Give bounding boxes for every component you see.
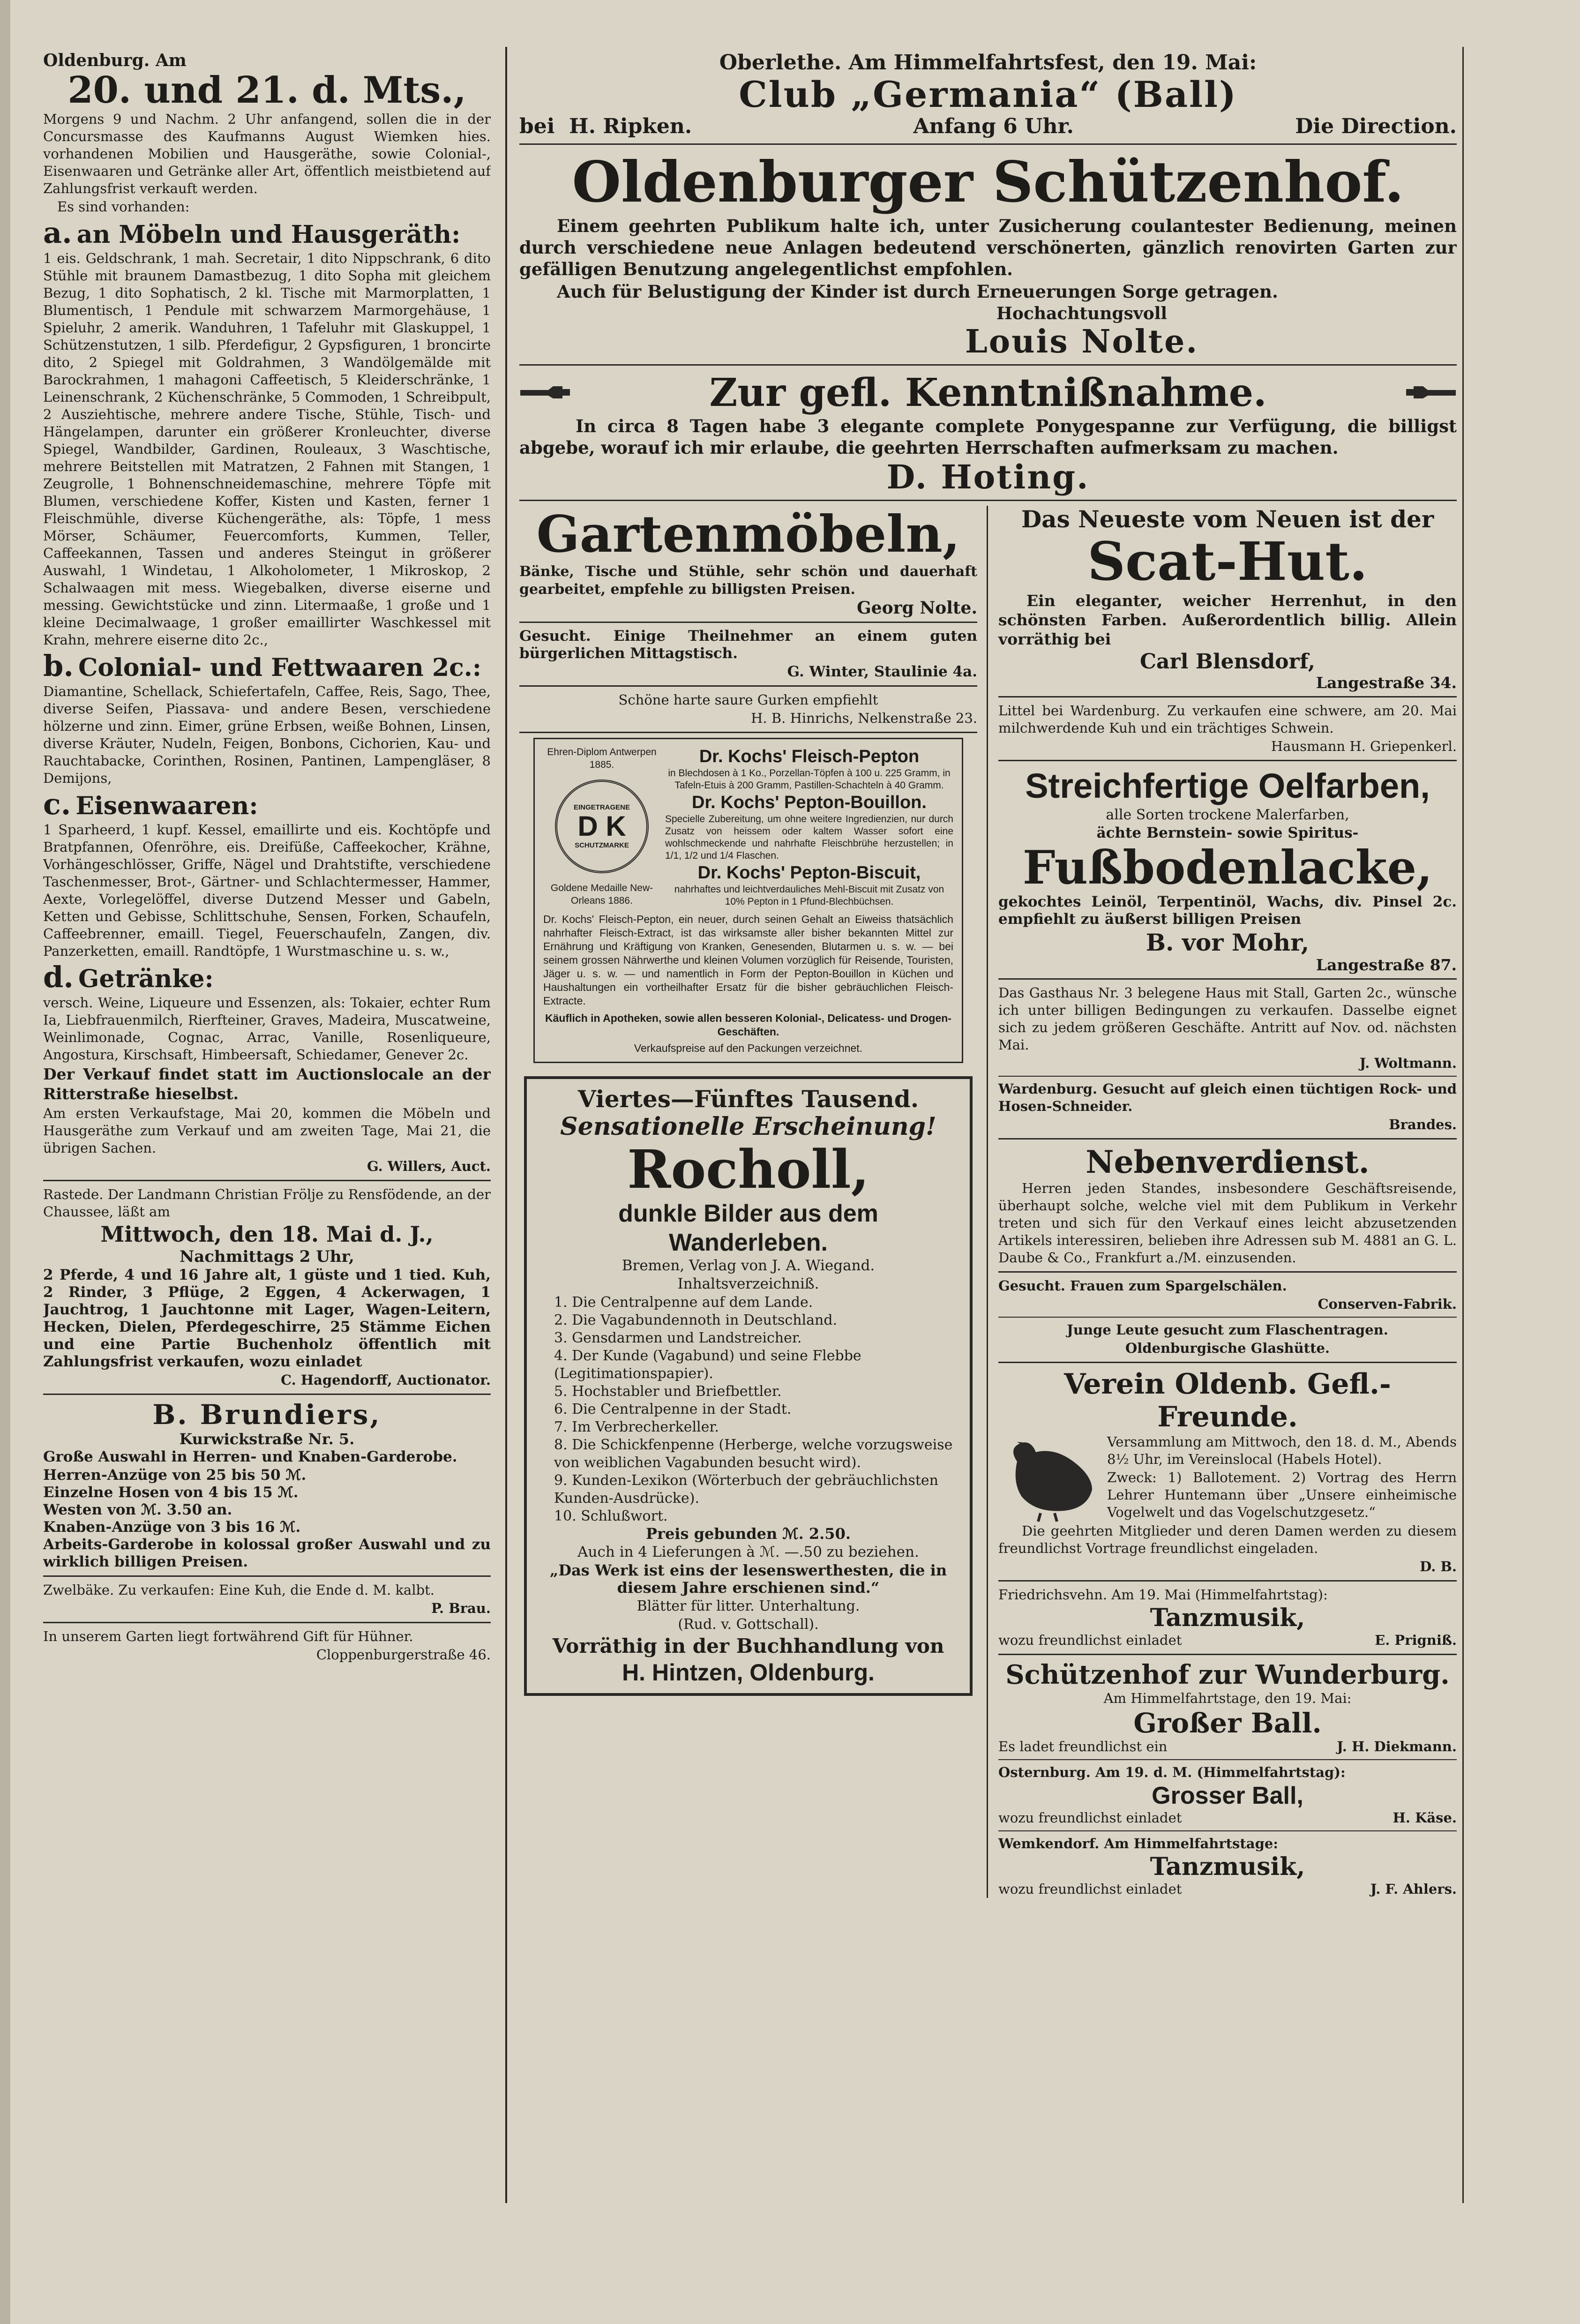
auction2-body: 2 Pferde, 4 und 16 Jahre alt, 1 güste und 1 tied. Kuh, 2 Rinder, 3 Pflüge, 2 Eggen, 4 Ackerwagen, 1 Jauchtrog, 1 Jauchtonne mit Lager, Wagen-Leitern, Hecken, Dielen, Pferdegeschirre, 25 Stämme Eichen und eine Partie Buchenholz öffentlich mit Zahlungsfrist verkaufen, wozu einladet <box>43 1267 491 1370</box>
auction-place: Oldenburg. Am <box>43 51 187 70</box>
verein-title: Verein Oldenb. Gefl.-Freunde. <box>1064 1368 1391 1433</box>
scat-address: Langestraße 34. <box>1316 674 1457 692</box>
littel-signature: Hausmann H. Griepenkerl. <box>1271 738 1457 754</box>
divider <box>998 696 1457 697</box>
ad-verein <box>998 1368 1457 1575</box>
schuetzenhof-greeting: Hochachtungsvoll <box>996 304 1168 323</box>
auction2-time: Nachmittags 2 Uhr, <box>180 1247 354 1266</box>
ad-gartenmoebel <box>519 506 977 617</box>
small-ad-signature: P. Brau. <box>431 1600 491 1616</box>
auction-intro: Morgens 9 und Nachm. 2 Uhr anfangend, sollen die in der Concursmasse des Kaufmanns August Wiemken hies. vorhandenen Mobilien und Hausgeräthe, sowie Colonial-, Eisenwaaren und Getränke aller Art, öffentlich meistbietend auf Zahlungsfrist verkauft werden. <box>43 111 491 196</box>
divider <box>998 1580 1457 1582</box>
list-item: 8. Die Schickfenpenne (Herberge, welche vorzugsweise von weiblichen Vagabunden besucht wird). <box>554 1437 953 1471</box>
haus-text: Das Gasthaus Nr. 3 belegene Haus mit Stall, Garten 2c., wünsche ich unter billigen Bedingungen zu verkaufen. Dasselbe eignet sich zu jedem größeren Geschäfte. Antritt auf Nov. od. nächsten Mai. <box>998 985 1457 1053</box>
rocholl-contents-list <box>535 1294 961 1525</box>
wunder-title: Schützenhof zur Wunderburg. <box>1005 1659 1450 1690</box>
rocholl-source: Blätter für litter. Unterhaltung. <box>636 1598 860 1614</box>
gesucht-signature: G. Winter, Staulinie 4a. <box>787 663 977 680</box>
brundiers-item: Knaben-Anzüge von 3 bis 16 ℳ. <box>43 1519 301 1536</box>
rocholl-quote: „Das Werk ist eins der lesenswerthesten, die in diesem Jahre erschienen sind.“ <box>549 1561 947 1597</box>
ad-tanz-friedrichsfehn <box>998 1586 1457 1649</box>
gurken-signature: H. B. Hinrichs, Nelkenstraße 23. <box>751 710 977 726</box>
schuetzenhof-signature: Louis Nolte. <box>965 323 1199 360</box>
kochs-trademark-seal <box>555 780 649 873</box>
club-anfang: Anfang 6 Uhr. <box>913 114 1074 138</box>
auction-tage: Am ersten Verkaufstage, Mai 20, kommen die Möbeln und Hausgeräthe zum Verkauf und am zweiten Tage, Mai 21, die übrigen Sachen. <box>43 1105 491 1156</box>
wunder-signature: J. H. Diekmann. <box>1337 1739 1457 1754</box>
list-item: 2. Die Vagabundennoth in Deutschland. <box>554 1312 838 1328</box>
wemk-title: Tanzmusik, <box>1150 1852 1305 1881</box>
ad-kenntnisnahme <box>519 370 1457 495</box>
auction2-date: Mittwoch, den 18. Mai d. J., <box>100 1222 434 1247</box>
ad-schneider <box>998 1080 1457 1133</box>
rocholl-subtitle2: Wanderleben. <box>668 1229 828 1256</box>
section-b-body: Diamantine, Schellack, Schiefertafeln, Caffee, Reis, Sago, Thee, diverse Seifen, Piassava- und andere Besen, verschiedene hölzerne und zinn. Eimer, grüne Erbsen, weiße Bohnen, Linsen, diverse Kräuter, Nudeln, Feigen, Bonbons, Cichorien, Kau- und Rauchtabacke, Corinthen, Rosinen, Pantinen, Lampengläser, 8 Demijons, <box>43 683 491 786</box>
column-rule-right <box>1462 47 1464 2203</box>
kochs-medal: Goldene Medaille New-Orleans 1886. <box>550 883 653 906</box>
divider <box>998 978 1457 980</box>
divider <box>998 1271 1457 1273</box>
rocholl-publisher: Bremen, Verlag von J. A. Wiegand. <box>622 1257 875 1274</box>
brundiers-last: Arbeits-Garderobe in kolossal großer Auswahl und zu wirklich billigen Preisen. <box>43 1536 491 1570</box>
neben-title: Nebenverdienst. <box>1086 1144 1370 1180</box>
kenntnis-body: In circa 8 Tagen habe 3 elegante complete Ponygespanne zur Verfügung, die billigst abgebe, worauf ich mir erlaube, die geehrten Herrschaften aufmerksam zu machen. <box>519 416 1457 458</box>
osten-signature: H. Käse. <box>1393 1810 1457 1826</box>
divider <box>998 1317 1457 1318</box>
ad-nebenverdienst <box>998 1144 1457 1267</box>
wunder-title2: Großer Ball. <box>1133 1707 1322 1739</box>
seal-top-text: EINGETRAGENE <box>573 803 630 811</box>
oel-signature: B. vor Mohr, <box>1146 929 1310 956</box>
kochs-product-title: Dr. Kochs' Fleisch-Pepton <box>699 747 920 766</box>
kochs-product-text: Specielle Zubereitung, um ohne weitere Ingredienzien, nur durch Zusatz von heissem oder kaltem Wasser sofort eine wohlschmeckende und nahrhafte Fleischbrühe herzustellen; in 1/1, 1/2 und 1/4 Flaschen. <box>665 814 953 861</box>
pointing-hand-right-icon <box>519 383 571 402</box>
ad-glashuette <box>998 1321 1457 1357</box>
schneider-signature: Brandes. <box>1389 1117 1457 1132</box>
auction-froelje <box>43 1186 491 1389</box>
section-a-heading: a. an Möbeln und Hausgeräth: <box>43 216 461 250</box>
scat-body: Ein eleganter, weicher Herrenhut, in den schönsten Farben. Außerordentlich billig. Allein vorräthig bei <box>998 592 1457 648</box>
section-d-body: versch. Weine, Liqueure und Essenzen, als: Tokaier, echter Rum Ia, Liebfrauenmilch, Rierfteiner, Graves, Madeira, Muscatweine, Weinlimonade, Cognac, Arrac, Vanille, Rosenliqueure, Angostura, Kirschsaft, Himbeersaft, Schiedamer, Genever 2c. <box>43 995 491 1063</box>
ad-rocholl <box>524 1076 973 1696</box>
rocholl-shop: H. Hintzen, Oldenburg. <box>622 1659 875 1686</box>
auction-wiemken <box>43 51 491 1175</box>
divider <box>519 364 1457 366</box>
divider <box>519 500 1457 501</box>
gesucht-text: Gesucht. Einige Theilnehmer an einem guten bürgerlichen Mittagstisch. <box>519 628 977 662</box>
rocholl-edition: Viertes—Fünftes Tausend. <box>577 1085 919 1113</box>
auction2-signature: C. Hagendorff, Auctionator. <box>281 1372 491 1388</box>
garten-title: Gartenmöbeln, <box>536 505 960 564</box>
ad-brundiers <box>43 1400 491 1571</box>
wunder-line1: Am Himmelfahrtstage, den 19. Mai: <box>1103 1690 1352 1706</box>
left-column <box>43 51 491 1664</box>
wunder-line2: Es ladet freundlichst ein <box>998 1739 1168 1754</box>
section-c-body: 1 Sparheerd, 1 kupf. Kessel, emaillirte und eis. Kochtöpfe und Bratpfannen, Ofenröhre, eis. Dreifüße, Caffeekocher, Krähne, Vorhängeschlösser, Griffe, Nägel und Drahtstifte, verschiedene Taschenmesser, Brot-, Gärtner- und Schlachtermesser, Hammer, Aexte, Vorlegelöffel, diverse Dutzend Messer und Gabeln, Ketten und Gebisse, Schlittschuhe, Sensen, Forken, Schaufeln, Caffeebrenner, emaill. Tiegel, Feuerschaufeln, Zangen, div. Panzerketten, emaill. Randtöpfe, 1 Wurstmaschine u. s. w., <box>43 822 491 959</box>
brundiers-line1: Große Auswahl in Herren- und Knaben-Garderobe. <box>43 1448 457 1465</box>
seal-bottom-text: SCHUTZMARKE <box>575 841 629 849</box>
oel-line1: alle Sorten trockene Malerfarben, <box>1106 807 1349 823</box>
auction-sind: Es sind vorhanden: <box>57 199 190 215</box>
tanz1-line1: Friedrichsvehn. Am 19. Mai (Himmelfahrtstag): <box>998 1587 1328 1603</box>
kochs-availability: Käuflich in Apotheken, sowie allen besseren Kolonial-, Delicatess- und Drogen-Geschäften. <box>545 1012 951 1038</box>
kenntnis-title: Zur gefl. Kenntnißnahme. <box>709 370 1267 415</box>
rocholl-vorraethig: Vorräthig in der Buchhandlung von <box>552 1634 944 1657</box>
rocholl-sensation: Sensationelle Erscheinung! <box>560 1112 936 1141</box>
club-bei: bei <box>519 114 555 138</box>
oel-body: gekochtes Leinöl, Terpentinöl, Wachs, div. Pinsel 2c. empfiehlt zu äußerst billigen Preisen <box>998 893 1457 928</box>
rocholl-author: (Rud. v. Gottschall). <box>678 1616 819 1633</box>
kochs-awards <box>543 746 660 908</box>
wemk-signature: J. F. Ahlers. <box>1370 1881 1457 1897</box>
ad-spargel <box>998 1277 1457 1313</box>
two-column-ads <box>519 506 1457 1898</box>
list-item: 9. Kunden-Lexikon (Wörterbuch der gebräuchlichsten Kunden-Ausdrücke). <box>554 1472 939 1507</box>
list-item: 1. Die Centralpenne auf dem Lande. <box>554 1294 813 1311</box>
pointing-hand-left-icon <box>1405 383 1457 402</box>
ad-club-germania <box>519 51 1457 139</box>
divider <box>519 622 977 623</box>
rocholl-name: Rocholl, <box>627 1139 869 1200</box>
auction-signature: G. Willers, Auct. <box>367 1158 491 1174</box>
auction2-intro: Rastede. Der Landmann Christian Frölje zu Rensfödende, an der Chaussee, läßt am <box>43 1186 491 1220</box>
tanz1-line2: wozu freundlichst einladet <box>998 1632 1182 1648</box>
tanz1-title: Tanzmusik, <box>1150 1604 1305 1632</box>
ad-oelfarben <box>998 766 1457 974</box>
section-b-heading: b. Colonial- und Fettwaaren 2c.: <box>43 649 482 683</box>
oel-line2: ächte Bernstein- sowie Spiritus- <box>1096 825 1359 841</box>
verein-signature: D. B. <box>1420 1559 1457 1574</box>
divider <box>519 732 977 733</box>
kochs-product-text: nahrhaftes und leichtverdauliches Mehl-Biscuit mit Zusatz von 10% Pepton in 1 Pfund-Blechbüchsen. <box>674 884 944 907</box>
verein-body: Versammlung am Mittwoch, den 18. d. M., Abends 8½ Uhr, im Vereinslocal (Habels Hotel). <box>1107 1434 1457 1467</box>
divider <box>998 1138 1457 1140</box>
osten-line2: wozu freundlichst einladet <box>998 1810 1182 1826</box>
rocholl-lieferungen: Auch in 4 Lieferungen à ℳ. —.50 zu beziehen. <box>577 1544 919 1560</box>
ad-wemkendorf <box>998 1835 1457 1898</box>
ad-gift <box>43 1628 491 1664</box>
divider <box>519 143 1457 145</box>
section-c-heading: c. Eisenwaaren: <box>43 787 258 821</box>
ad-osternburg <box>998 1764 1457 1827</box>
glas-line1: Junge Leute gesucht zum Flaschentragen. <box>1067 1322 1388 1338</box>
kochs-prices: Verkaufspreise auf den Packungen verzeichnet. <box>634 1042 863 1054</box>
kochs-products <box>660 746 953 908</box>
ad-gurken <box>519 691 977 727</box>
divider <box>998 1759 1457 1760</box>
wemk-line2: wozu freundlichst einladet <box>998 1881 1182 1897</box>
page-edge-left <box>0 0 10 2324</box>
oel-title2: Fußbodenlacke, <box>1022 841 1433 895</box>
kochs-product-text: in Blechdosen à 1 Ko., Porzellan-Töpfen à 100 u. 225 Gramm, in Tafeln-Etuis à 200 Gramm, Pastillen-Schachteln à 40 Gramm. <box>668 768 951 791</box>
seal-monogram: D K <box>577 810 626 842</box>
divider <box>998 760 1457 761</box>
osten-title: Grosser Ball, <box>1152 1782 1303 1809</box>
scat-line1: Das Neueste vom Neuen ist der <box>1021 505 1434 533</box>
divider <box>998 1654 1457 1655</box>
divider <box>998 1830 1457 1831</box>
club-line1: Oberlethe. Am Himmelfahrtsfest, den 19. Mai: <box>719 51 1257 75</box>
garten-body: Bänke, Tische und Stühle, sehr schön und dauerhaft gearbeitet, empfehle zu billigsten Preisen. <box>519 563 977 598</box>
brundiers-address: Kurwickstraße Nr. 5. <box>179 1430 355 1448</box>
ad-wunderburg <box>998 1660 1457 1755</box>
verein-body2: Die geehrten Mitglieder und deren Damen werden zu diesem freundlichst Vortrage freundlichst eingeladen. <box>998 1523 1457 1556</box>
ad-scat-hut <box>998 506 1457 691</box>
brundiers-item: Einzelne Hosen von 4 bis 15 ℳ. <box>43 1484 299 1501</box>
inner-left-column <box>519 506 988 1898</box>
brundiers-item: Herren-Anzüge von 25 bis 50 ℳ. <box>43 1467 307 1484</box>
neben-body: Herren jeden Standes, insbesondere Geschäftsreisende, überhaupt solche, welche viel mit dem Publikum in Verkehr treten und sich für den Verkauf eines leicht abzusetzenden Artikels interessiren, belieben ihre Adressen sub M. 4881 an G. L. Daube & Co., Frankfurt a./M. einzusenden. <box>998 1180 1457 1266</box>
small-ad-signature: Cloppenburgerstraße 46. <box>316 1647 491 1663</box>
inner-right-column <box>988 506 1457 1898</box>
haus-signature: J. Woltmann. <box>1359 1055 1457 1071</box>
glas-line2: Oldenburgische Glashütte. <box>1125 1340 1330 1356</box>
list-item: 6. Die Centralpenne in der Stadt. <box>554 1401 792 1417</box>
kochs-product-title: Dr. Kochs' Pepton-Bouillon. <box>692 793 927 812</box>
rocholl-subtitle1: dunkle Bilder aus dem <box>618 1200 878 1227</box>
club-host: H. Ripken. <box>569 114 692 138</box>
ad-mittagstisch <box>519 628 977 681</box>
list-item: 7. Im Verbrecherkeller. <box>554 1419 719 1435</box>
osten-line1: Osternburg. Am 19. d. M. (Himmelfahrtstag): <box>998 1764 1346 1780</box>
spargel-signature: Conserven-Fabrik. <box>1318 1296 1457 1312</box>
ad-schuetzenhof <box>519 150 1457 360</box>
ad-kochs-pepton <box>533 738 963 1063</box>
gurken-text: Schöne harte saure Gurken empfiehlt <box>618 692 878 708</box>
brundiers-item: Westen von ℳ. 3.50 an. <box>43 1501 232 1518</box>
kenntnis-signature: D. Hoting. <box>886 457 1090 496</box>
list-item: 5. Hochstabler und Briefbettler. <box>554 1383 782 1400</box>
section-a-body: 1 eis. Geldschrank, 1 mah. Secretair, 1 dito Nippschrank, 6 dito Stühle mit braunem Damastbezug, 1 dito Sopha mit gleichem Bezug, 1 dito Sophatisch, 2 kl. Tische mit Marmorplatten, 1 Blumentisch, 1 Pendule mit schwarzem Marmorgehäuse, 1 Spieluhr, 2 amerik. Wanduhren, 1 Tafeluhr mit Glaskuppel, 1 Schützenstutzen, 1 silb. Pferdefigur, 2 Gypsfiguren, 1 broncirte dito, 2 Spiegel mit Goldrahmen, 3 Wandölgemälde mit Barockrahmen, 1 mahagoni Caffeetisch, 5 Kleiderschränke, 1 Leinenschrank, 2 Küchenschränke, 5 Commoden, 1 Schreibpult, 2 Ausziehtische, mehrere andere Tische, Stühle, Tisch- und Hängelampen, darunter ein größerer Kronleuchter, diverse Spiegel, Wandbilder, Gardinen, Rouleaux, 3 Waschtische, mehrere Beitstellen mit Matratzen, 2 Fahnen mit Stangen, 1 Zeugrolle, 1 Bohnenschneidemaschine, mehrere Töpfe mit Blumen, verschiedene Koffer, Kisten und Kasten, ferner 1 Fleischmühle, diverse Küchengeräthe, als: Töpfe, 1 mess Mörser, Schäumer, Feuercomforts, Kummen, Teller, Caffeekannen, Tassen und anderes Steingut in größerer Auswahl, 1 Windetau, 1 Alkoholometer, 1 Mikroskop, 2 Schalwaagen mit mess. Wiegebalken, diverse eiserne und messing. Gewichtstücke und zinn. Litermaaße, 1 große und 1 kleine Decimalwaage, 1 großer emaillirter Waschkessel mit Krahn, mehrere eiserne dito 2c., <box>43 250 491 648</box>
divider <box>43 1622 491 1623</box>
ad-zwelbaeke <box>43 1582 491 1617</box>
club-direction: Die Direction. <box>1295 114 1457 138</box>
schuetzenhof-body: Einem geehrten Publikum halte ich, unter Zusicherung coulantester Bedienung, meinen durch verschiedene neue Anlagen bedeutend verschönerten, gänzlich renovirten Garten zur gefälligen Benutzung angelegentlichst empfohlen. <box>519 216 1457 279</box>
divider <box>43 1575 491 1577</box>
kochs-body: Dr. Kochs' Fleisch-Pepton, ein neuer, durch seinen Gehalt an Eiweiss thatsächlich nahrhafter Fleisch-Extract, ist das wirksamste aller bisher bekannten Mittel zur Ernährung und Kräftigung von Kranken, Genesenden, Blutarmen u. s. w. — bei seinem grossen Nährwerthe und kleinen Volumen vorzüglich für Reisende, Touristen, Jäger u. s. w. — und namentlich in Form der Pepton-Bouillon in Küchen und Haushaltungen ein vortheilhafter Ersatz für die bisher gebräuchlichen Fleisch-Extracte. <box>543 913 953 1007</box>
brundiers-name: B. Brundiers, <box>152 1399 382 1431</box>
kochs-product-title: Dr. Kochs' Pepton-Biscuit, <box>697 863 921 883</box>
divider <box>43 1180 491 1181</box>
verein-zweck: Zweck: 1) Ballotement. 2) Vortrag des Herrn Lehrer Huntemann über „Unsere einheimische Vogelwelt und das Vogelschutzgesetz.“ <box>1107 1469 1457 1520</box>
garten-signature: Georg Nolte. <box>857 598 977 618</box>
scat-signature: Carl Blensdorf, <box>1140 650 1315 674</box>
rocholl-price: Preis gebunden ℳ. 2.50. <box>646 1525 851 1543</box>
hen-icon <box>998 1433 1101 1522</box>
ad-littel <box>998 702 1457 755</box>
schuetzenhof-title: Oldenburger Schützenhof. <box>572 149 1404 215</box>
wemk-line1: Wemkendorf. Am Himmelfahrtstage: <box>998 1836 1279 1852</box>
small-ad-text: Zwelbäke. Zu verkaufen: Eine Kuh, die Ende d. M. kalbt. <box>43 1582 435 1598</box>
list-item: 3. Gensdarmen und Landstreicher. <box>554 1330 802 1346</box>
oel-title: Streichfertige Oelfarben, <box>1025 766 1430 805</box>
schuetzenhof-body2: Auch für Belustigung der Kinder ist durch Erneuerungen Sorge getragen. <box>557 281 1278 302</box>
divider <box>998 1076 1457 1077</box>
divider <box>519 685 977 687</box>
column-rule-left <box>505 47 507 2203</box>
divider <box>998 1362 1457 1363</box>
oel-address: Langestraße 87. <box>1316 956 1457 974</box>
divider <box>43 1394 491 1395</box>
kochs-diplom: Ehren-Diplom Antwerpen 1885. <box>547 747 657 770</box>
small-ad-text: In unserem Garten liegt fortwährend Gift für Hühner. <box>43 1628 413 1644</box>
auction-date: 20. und 21. d. Mts., <box>67 69 466 112</box>
ad-haus <box>998 984 1457 1072</box>
littel-text: Littel bei Wardenburg. Zu verkaufen eine schwere, am 20. Mai milchwerdende Kuh und ein trächtiges Schwein. <box>998 703 1457 736</box>
rocholl-contents: Inhaltsverzeichniß. <box>677 1275 819 1292</box>
list-item: 4. Der Kunde (Vagabund) und seine Flebbe (Legitimationspapier). <box>554 1348 861 1382</box>
club-title: Club „Germania“ (Ball) <box>739 74 1237 115</box>
schneider-text: Wardenburg. Gesucht auf gleich einen tüchtigen Rock- und Hosen-Schneider. <box>998 1081 1457 1114</box>
section-d-heading: d. Getränke: <box>43 960 214 994</box>
spargel-text: Gesucht. Frauen zum Spargelschälen. <box>998 1278 1287 1294</box>
auction-verkauf: Der Verkauf findet statt im Auctionslocale an der Ritterstraße hieselbst. <box>43 1065 491 1103</box>
list-item: 10. Schlußwort. <box>554 1508 668 1524</box>
scat-title: Scat-Hut. <box>1087 531 1368 592</box>
right-column <box>519 51 1457 1898</box>
tanz1-signature: E. Prigniß. <box>1375 1632 1457 1648</box>
